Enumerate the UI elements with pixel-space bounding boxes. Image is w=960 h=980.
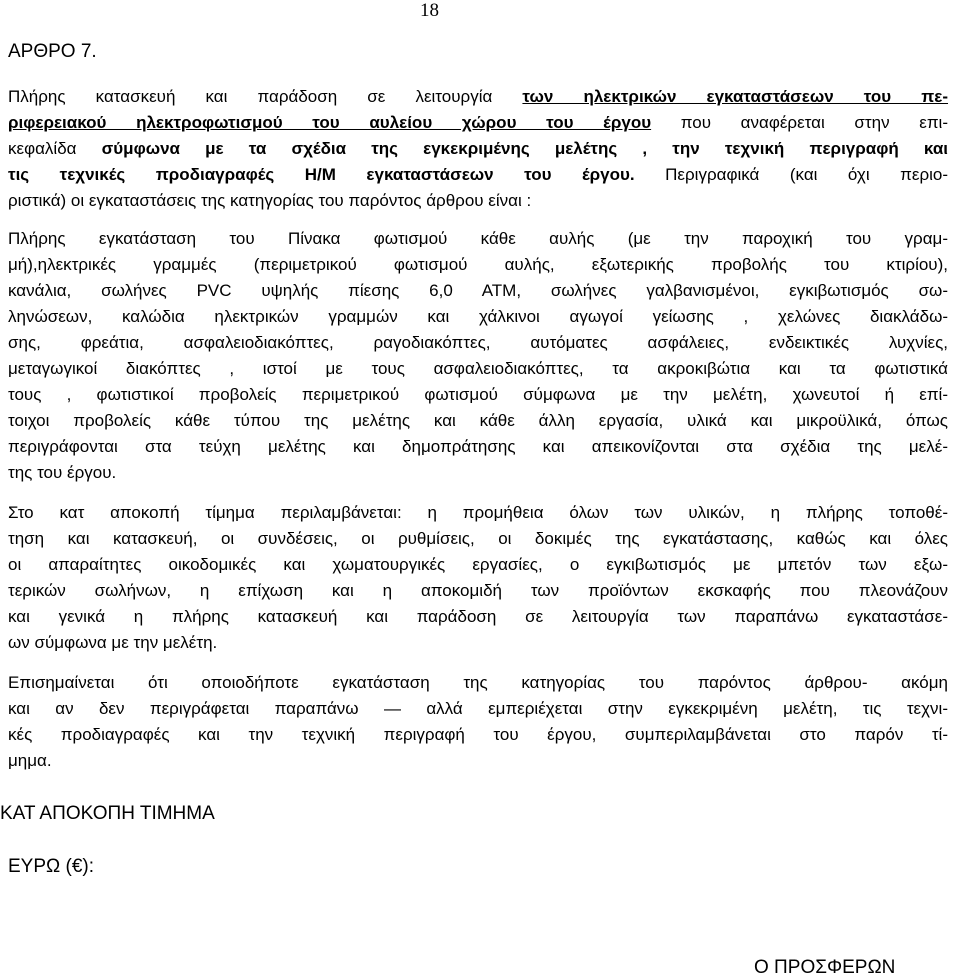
text-line: ληνώσεων, καλώδια ηλεκτρικών γραμμών και χάλκινοι αγωγοί γείωσης , χελώνες διακλάδω- — [8, 307, 948, 326]
note-paragraph — [8, 670, 948, 774]
euro-amount-label: ΕΥΡΩ (€): — [8, 856, 95, 877]
installation-scope-paragraph — [8, 226, 948, 486]
text-line: τοιχοι προβολείς κάθε τύπου της μελέτης και κάθε άλλη εργασία, υλικά και μικροϋλικά, όπως — [8, 411, 948, 430]
text-line: τους , φωτιστικοί προβολείς περιμετρικού φωτισμού σύμφωνα με την μελέτη, χωνευτοί ή επί- — [8, 385, 948, 404]
text-line: τερικών σωλήνων, η επίχωση και η αποκομιδή των προϊόντων εκσκαφής που πλεονάζουν — [8, 581, 948, 600]
text-line: κεφαλίδα σύμφωνα με τα σχέδια της εγκεκριμένης μελέτης , την τεχνική περιγραφή και — [8, 139, 948, 158]
text-line: περιγράφονται στα τεύχη μελέτης και δημοπράτησης και απεικονίζονται στα σχέδια της μελέ- — [8, 437, 948, 456]
page-number: 18 — [420, 0, 439, 21]
text-line: μή),ηλεκτρικές γραμμές (περιμετρικού φωτισμού αυλής, εξωτερικής προβολής του κτιρίου), — [8, 255, 948, 274]
text-line: Πλήρης εγκατάσταση του Πίνακα φωτισμού κάθε αυλής (με την παροχική του γραμ- — [8, 229, 948, 248]
text-line: ων σύμφωνα με την μελέτη. — [8, 633, 218, 652]
text-line: κές προδιαγραφές και την τεχνική περιγραφή του έργου, συμπεριλαμβάνεται στο παρόν τί- — [8, 725, 948, 744]
text-line: μεταγωγικοί διακόπτες , ιστοί με τους ασφαλειοδιακόπτες, τα ακροκιβώτια και τα φωτιστικά — [8, 359, 948, 378]
text-line: κανάλια, σωλήνες PVC υψηλής πίεσης 6,0 ΑΤΜ, σωλήνες γαλβανισμένοι, εγκιβωτισμός σω- — [8, 281, 948, 300]
text-line: μημα. — [8, 751, 52, 770]
text-line: Στο κατ αποκοπή τίμημα περιλαμβάνεται: η προμήθεια όλων των υλικών, η πλήρης τοποθέ- — [8, 503, 948, 522]
price-inclusion-paragraph — [8, 500, 948, 656]
text-line: Πλήρης κατασκευή και παράδοση σε λειτουργία των ηλεκτρικών εγκαταστάσεων του πε- — [8, 87, 949, 106]
text-line: Επισημαίνεται ότι οποιοδήποτε εγκατάσταση της κατηγορίας του παρόντος άρθρου- ακόμη — [8, 673, 948, 692]
text-line: τις τεχνικές προδιαγραφές Η/Μ εγκαταστάσεων του έργου. Περιγραφικά (και όχι περιο- — [8, 165, 949, 184]
text-line: και γενικά η πλήρης κατασκευή και παράδοση σε λειτουργία των παραπάνω εγκαταστάσε- — [8, 607, 948, 626]
text-line: ριστικά) οι εγκαταστάσεις της κατηγορίας του παρόντος άρθρου είναι : — [8, 191, 532, 210]
text-line: οι απαραίτητες οικοδομικές και χωματουργικές εργασίες, ο εγκιβωτισμός με μπετόν των εξω- — [8, 555, 948, 574]
text-line: ριφερειακού ηλεκτροφωτισμού του αυλείου χώρου του έργου που αναφέρεται στην επι- — [8, 113, 948, 132]
contractor-signature-label: Ο ΠΡΟΣΦΕΡΩΝ — [754, 957, 896, 978]
text-line: σης, φρεάτια, ασφαλειοδιακόπτες, ραγοδιακόπτες, αυτόματες ασφάλειες, ενδεικτικές λυχνίες, — [8, 333, 948, 352]
article-description-paragraph — [8, 84, 948, 214]
text-line: τηση και κατασκευή, οι συνδέσεις, οι ρυθμίσεις, οι δοκιμές της εγκατάστασης, καθώς και όλες — [8, 529, 948, 548]
article-title: ΑΡΘΡΟ 7. — [8, 41, 97, 62]
text-line: και αν δεν περιγράφεται παραπάνω — αλλά εμπεριέχεται στην εγκεκριμένη μελέτη, τις τεχνι- — [8, 699, 948, 718]
text-line: της του έργου. — [8, 463, 117, 482]
price-heading: ΚΑΤ ΑΠΟΚΟΠΗ ΤΙΜΗΜΑ — [0, 803, 215, 824]
